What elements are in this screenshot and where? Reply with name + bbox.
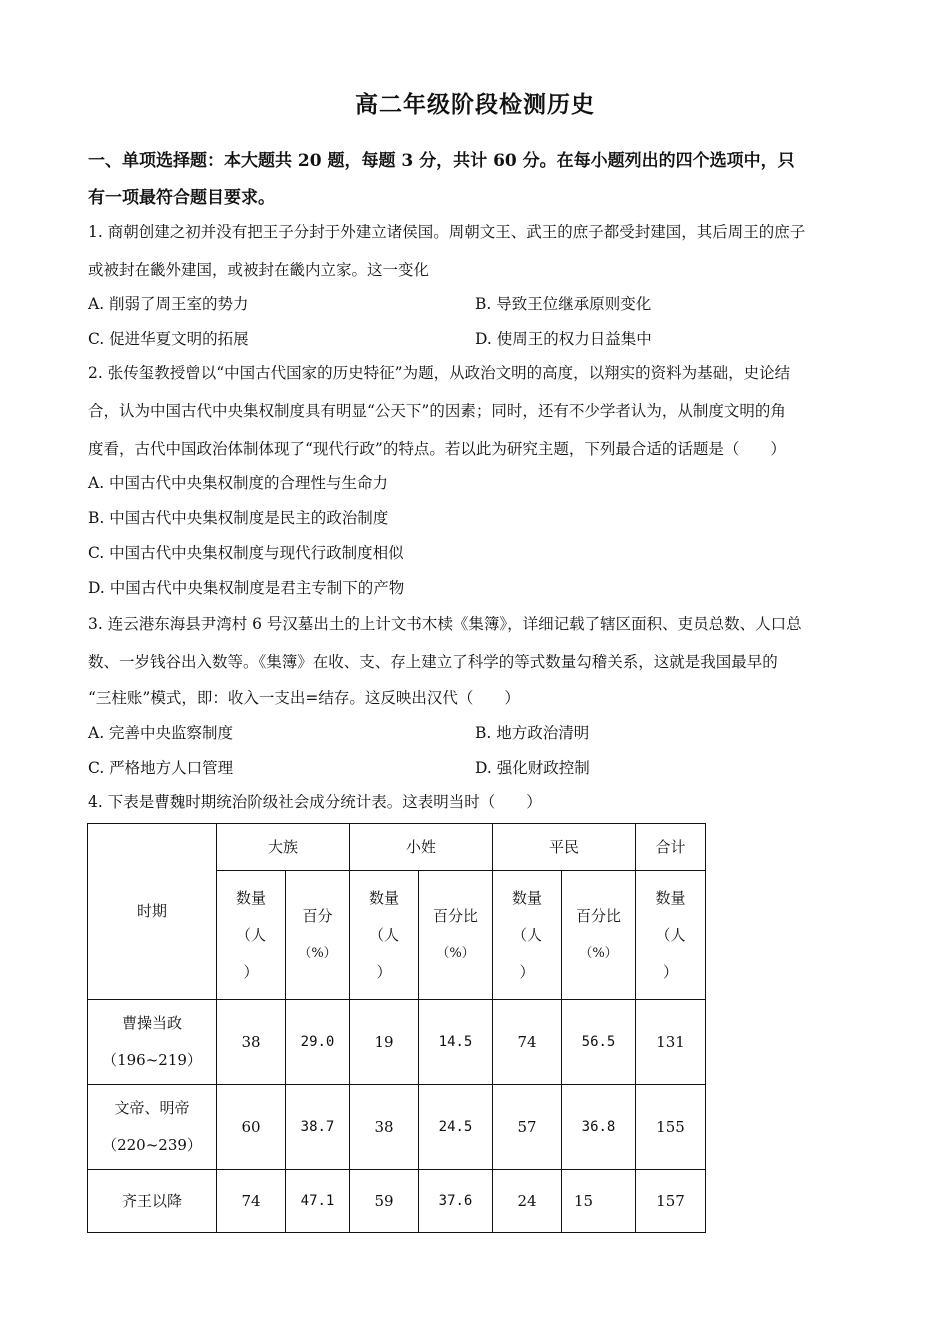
table-row	[88, 1000, 706, 1085]
cell-dazu-percent: 38.7	[286, 1085, 350, 1170]
cell-pingmin-count: 74	[493, 1000, 562, 1085]
cell-dazu-count: 60	[217, 1085, 286, 1170]
q1-text-line1: 1. 商朝创建之初并没有把王子分封于外建立诸侯国。周朝文王、武王的庶子都受封建国，其后周王的庶子	[88, 223, 806, 241]
cell-pingmin-percent: 15	[562, 1170, 636, 1233]
cell-total-count: 157	[636, 1170, 706, 1233]
q3-option-d: D. 强化财政控制	[475, 759, 590, 777]
table-row	[88, 1170, 706, 1233]
cell-pingmin-percent: 36.8	[562, 1085, 636, 1170]
q2-option-b: B. 中国古代中央集权制度是民主的政治制度	[88, 509, 389, 527]
q2-text-line1: 2. 张传玺教授曾以“中国古代国家的历史特征”为题，从政治文明的高度，以翔实的资料为基础，史论结	[88, 364, 791, 382]
subheader-count: 数量 （人 ）	[636, 871, 706, 1000]
cell-pingmin-count: 57	[493, 1085, 562, 1170]
cell-dazu-percent: 47.1	[286, 1170, 350, 1233]
cell-pingmin-count: 24	[493, 1170, 562, 1233]
cell-pingmin-percent: 56.5	[562, 1000, 636, 1085]
cell-xiaoxing-count: 59	[350, 1170, 419, 1233]
q1-text-line2: 或被封在畿外建国，或被封在畿内立家。这一变化	[88, 261, 430, 279]
social-composition-table	[87, 823, 706, 1233]
row-period: 曹操当政 （196~219）	[88, 1000, 217, 1085]
subheader-percent: 百分 （%）	[286, 871, 350, 1000]
cell-dazu-count: 74	[217, 1170, 286, 1233]
row-period: 文帝、明帝 （220~239）	[88, 1085, 217, 1170]
cell-xiaoxing-percent: 24.5	[419, 1085, 493, 1170]
q2-text-line2: 合，认为中国古代中央集权制度具有明显“公天下”的因素；同时，还有不少学者认为，从制度文明的角	[88, 402, 786, 420]
page-title: 高二年级阶段检测历史	[355, 91, 595, 118]
q4-text-line1: 4. 下表是曹魏时期统治阶级社会成分统计表。这表明当时（ ）	[88, 793, 542, 811]
q1-option-c: C. 促进华夏文明的拓展	[88, 330, 249, 348]
section-heading-line1: 一、单项选择题：本大题共 20 题，每题 3 分，共计 60 分。在每小题列出的四个选项中，只	[88, 151, 795, 171]
header-group-total: 合计	[636, 824, 706, 871]
cell-dazu-percent: 29.0	[286, 1000, 350, 1085]
subheader-count: 数量 （人 ）	[217, 871, 286, 1000]
header-group-xiaoxing: 小姓	[350, 824, 493, 871]
cell-dazu-count: 38	[217, 1000, 286, 1085]
cell-total-count: 131	[636, 1000, 706, 1085]
q3-option-b: B. 地方政治清明	[475, 724, 590, 742]
q3-option-a: A. 完善中央监察制度	[88, 724, 234, 742]
header-group-dazu: 大族	[217, 824, 350, 871]
q2-option-c: C. 中国古代中央集权制度与现代行政制度相似	[88, 544, 404, 562]
row-period: 齐王以降	[88, 1170, 217, 1233]
subheader-percent: 百分比 （%）	[562, 871, 636, 1000]
q1-option-b: B. 导致王位继承原则变化	[475, 295, 652, 313]
header-period: 时期	[88, 824, 217, 1000]
section-heading-line2: 有一项最符合题目要求。	[88, 188, 275, 208]
cell-xiaoxing-count: 19	[350, 1000, 419, 1085]
cell-total-count: 155	[636, 1085, 706, 1170]
table-header-row	[88, 824, 706, 871]
cell-xiaoxing-percent: 37.6	[419, 1170, 493, 1233]
subheader-count: 数量 （人 ）	[493, 871, 562, 1000]
q1-option-a: A. 削弱了周王室的势力	[88, 295, 249, 313]
q1-option-d: D. 使周王的权力日益集中	[475, 330, 652, 348]
q2-option-d: D. 中国古代中央集权制度是君主专制下的产物	[88, 579, 405, 597]
q3-option-c: C. 严格地方人口管理	[88, 759, 234, 777]
q3-text-line3: “三柱账”模式，即：收入一支出=结存。这反映出汉代（ ）	[88, 689, 520, 707]
cell-xiaoxing-percent: 14.5	[419, 1000, 493, 1085]
q2-text-line3: 度看，古代中国政治体制体现了“现代行政”的特点。若以此为研究主题，下列最合适的话题是（ ）	[88, 440, 786, 458]
q3-text-line1: 3. 连云港东海县尹湾村 6 号汉墓出土的上计文书木椟《集簿》，详细记载了辖区面积、吏员总数、人口总	[88, 615, 802, 633]
header-group-pingmin: 平民	[493, 824, 636, 871]
table-row	[88, 1085, 706, 1170]
q3-text-line2: 数、一岁钱谷出入数等。《集簿》在收、支、存上建立了科学的等式数量勾稽关系，这就是我国最早的	[88, 653, 778, 671]
subheader-percent: 百分比 （%）	[419, 871, 493, 1000]
q2-option-a: A. 中国古代中央集权制度的合理性与生命力	[88, 474, 389, 492]
cell-xiaoxing-count: 38	[350, 1085, 419, 1170]
subheader-count: 数量 （人 ）	[350, 871, 419, 1000]
